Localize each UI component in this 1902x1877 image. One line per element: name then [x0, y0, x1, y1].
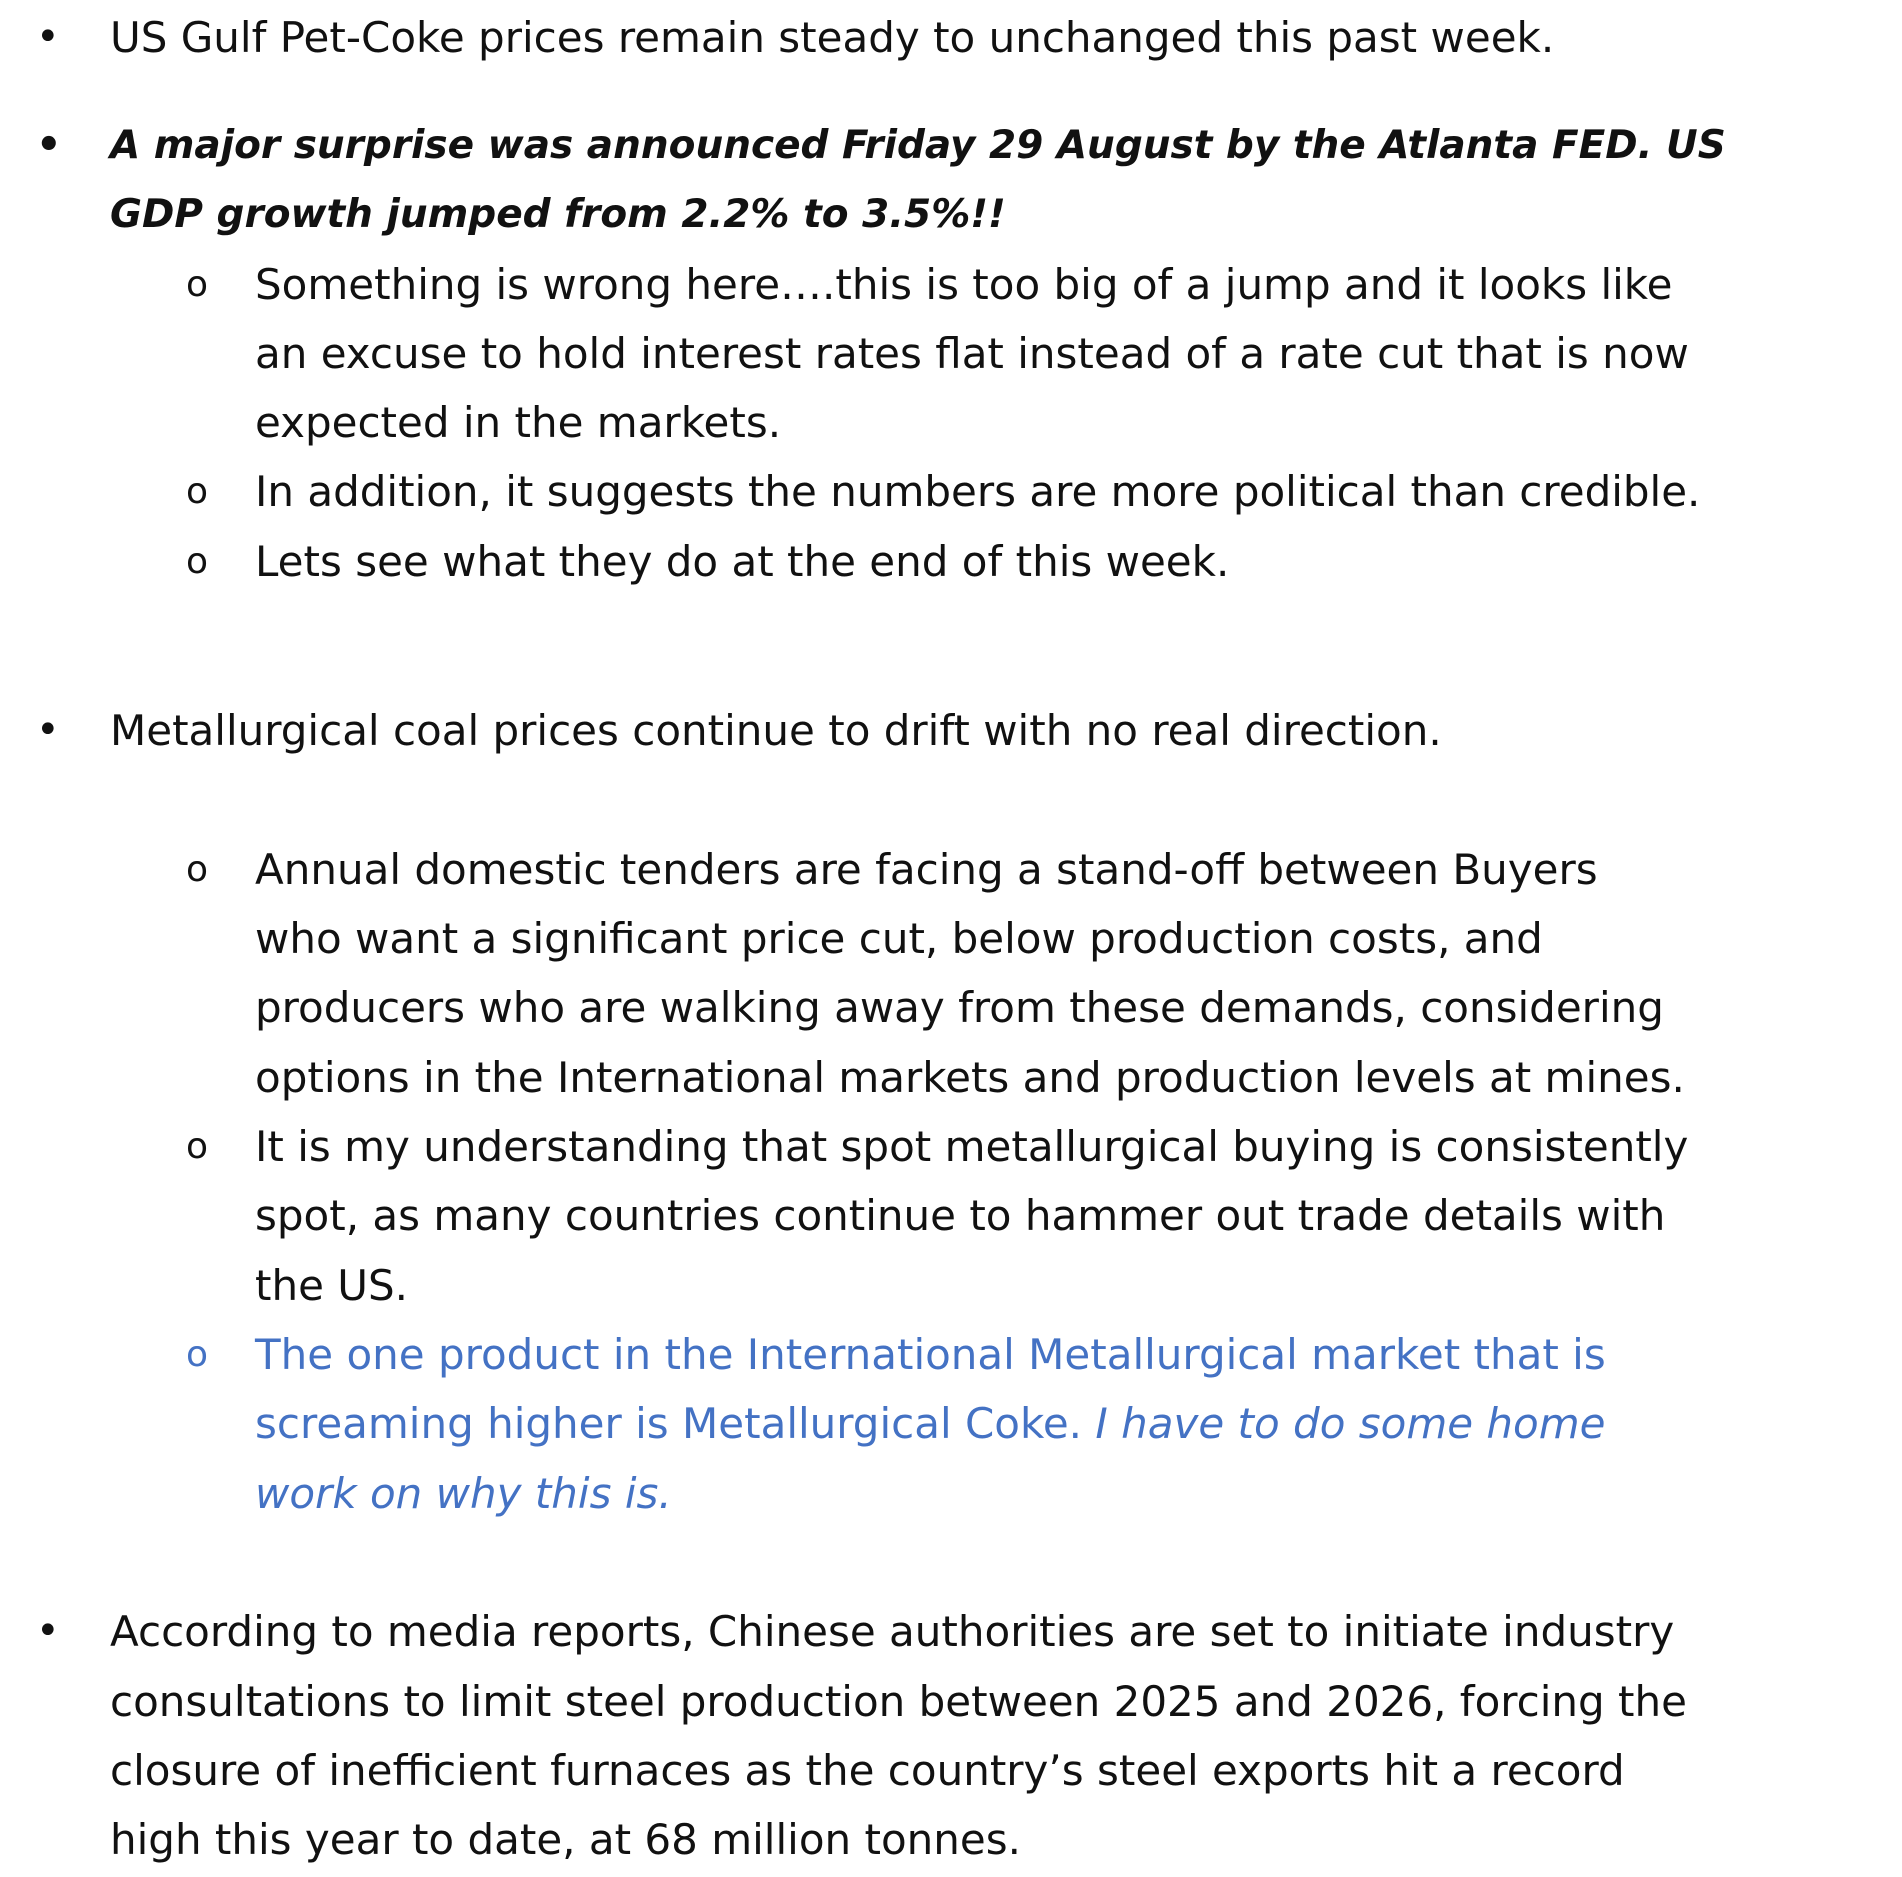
sub-text: the US.	[255, 1261, 409, 1310]
bullet-text: high this year to date, at 68 million tonnes.	[110, 1815, 1021, 1864]
circle-bullet-icon: o	[186, 1334, 209, 1375]
circle-bullet-icon: o	[186, 471, 209, 512]
bullet-icon: •	[36, 14, 60, 60]
bullet-text: closure of inefficient furnaces as the country’s steel exports hit a record	[110, 1746, 1625, 1795]
circle-bullet-icon: o	[186, 849, 209, 890]
bullet-text: A major surprise was announced Friday 29 August by the Atlanta FED. US	[110, 123, 1726, 168]
bullet-icon: •	[36, 707, 60, 753]
sub-text: The one product in the International Metallurgical market that is	[255, 1330, 1606, 1379]
bullet-icon: •	[36, 122, 62, 168]
sub-text: In addition, it suggests the numbers are more political than credible.	[255, 467, 1701, 516]
sub-text: who want a significant price cut, below production costs, and	[255, 914, 1543, 963]
bullet-text: GDP growth jumped from 2.2% to 3.5%!!	[110, 192, 1006, 237]
sub-text: spot, as many countries continue to hammer out trade details with	[255, 1191, 1666, 1240]
sub-text: Lets see what they do at the end of this week.	[255, 537, 1230, 586]
circle-bullet-icon: o	[186, 264, 209, 305]
sub-text: options in the International markets and production levels at mines.	[255, 1053, 1685, 1102]
sub-text: Something is wrong here….this is too big of a jump and it looks like	[255, 260, 1673, 309]
bullet-text: Metallurgical coal prices continue to drift with no real direction.	[110, 706, 1442, 755]
bullet-text: consultations to limit steel production between 2025 and 2026, forcing the	[110, 1677, 1687, 1726]
sub-text-italic: I have to do some home	[1095, 1399, 1606, 1448]
sub-text: producers who are walking away from these demands, considering	[255, 983, 1664, 1032]
sub-text: expected in the markets.	[255, 398, 782, 447]
sub-text-italic: work on why this is.	[255, 1469, 672, 1518]
circle-bullet-icon: o	[186, 541, 209, 582]
circle-bullet-icon: o	[186, 1126, 209, 1167]
sub-text: an excuse to hold interest rates flat instead of a rate cut that is now	[255, 329, 1689, 378]
bullet-text: US Gulf Pet-Coke prices remain steady to unchanged this past week.	[110, 13, 1555, 62]
sub-text: screaming higher is Metallurgical Coke.	[255, 1399, 1096, 1448]
sub-text: It is my understanding that spot metallurgical buying is consistently	[255, 1122, 1689, 1171]
bullet-text: According to media reports, Chinese authorities are set to initiate industry	[110, 1607, 1675, 1656]
sub-text: Annual domestic tenders are facing a stand-off between Buyers	[255, 845, 1598, 894]
bullet-icon: •	[36, 1608, 60, 1654]
